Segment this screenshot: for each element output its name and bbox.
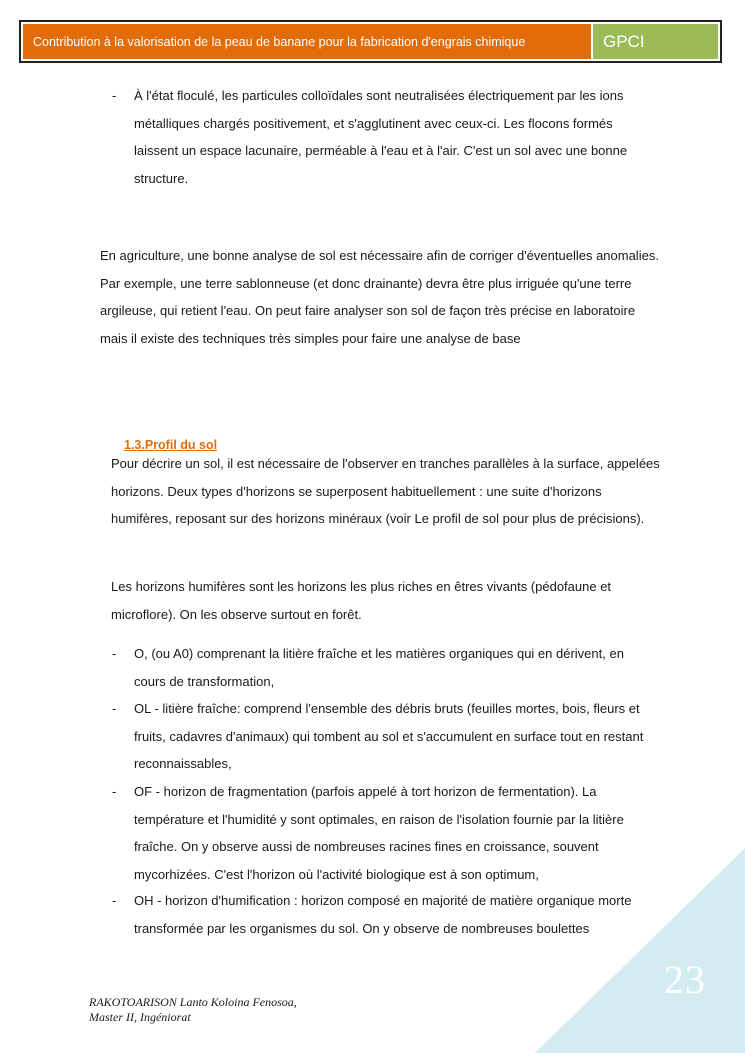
list-item-text: OF - horizon de fragmentation (parfois appelé à tort horizon de fermentation). La température et l'humidité y sont optimales, en raison de l'isolation fournie par la litière fraîche. On y observe aussi de nombreuses racines fines en croissance, souvent mycorhizées. C'est l'horizon où l'activité biologique est à son optimum, (134, 784, 624, 882)
list-bullet: - (112, 893, 117, 908)
list-item (112, 778, 659, 888)
paragraph-agriculture: En agriculture, une bonne analyse de sol est nécessaire afin de corriger d'éventuelles anomalies. Par exemple, une terre sablonneuse (et donc drainante) devra être plus irriguée qu'une terre argileuse, qui retient l'eau. On peut faire analyser son sol de façon très précise en laboratoire mais il existe des techniques très simples pour faire une analyse de base (100, 248, 659, 346)
list-item (112, 887, 659, 942)
list-bullet: - (112, 646, 117, 661)
list-item-text: À l'état floculé, les particules colloïdales sont neutralisées électriquement par les ions métalliques chargés positivement, et s'agglutinent avec ceux-ci. Les flocons formés laissent un espace lacunaire, perméable à l'eau et à l'air. C'est un sol avec une bonne structure. (134, 88, 628, 186)
list-item-text: O, (ou A0) comprenant la litière fraîche et les matières organiques qui en dérivent, en cours de transformation, (134, 646, 624, 689)
author-name: RAKOTOARISON Lanto Koloina Fenosoa, (89, 995, 297, 1009)
list-item-text: OH - horizon d'humification : horizon composé en majorité de matière organique morte transformée par les organismes du sol. On y observe de nombreuses boulettes (134, 893, 632, 936)
paragraph-humiferes: Les horizons humifères sont les horizons les plus riches en êtres vivants (pédofaune et microflore). On les observe surtout en forêt. (111, 579, 612, 622)
list-item-text: OL - litière fraîche: comprend l'ensemble des débris bruts (feuilles mortes, bois, fleurs et fruits, cadavres d'animaux) qui tombent au sol et s'accumulent en surface tout en restant reconnaissables, (134, 701, 644, 771)
list-bullet: - (112, 88, 117, 103)
page-header (19, 20, 722, 63)
list-bullet: - (112, 701, 117, 716)
document-title: Contribution à la valorisation de la peau de banane pour la fabrication d'engrais chimique (23, 24, 591, 59)
author-footer (89, 995, 297, 1025)
list-item (112, 82, 659, 192)
page-number: 23 (664, 957, 706, 1002)
list-item (112, 695, 659, 778)
department-code: GPCI (593, 24, 718, 59)
paragraph-horizons: Pour décrire un sol, il est nécessaire de l'observer en tranches parallèles à la surface, appelées horizons. Deux types d'horizons se superposent habituellement : une suite d'horizons humifères, reposant sur des horizons minéraux (voir Le profil de sol pour plus de précisions). (111, 456, 660, 526)
author-degree: Master II, Ingéniorat (89, 1010, 191, 1024)
list-bullet: - (112, 784, 117, 799)
list-item (112, 640, 659, 695)
section-heading: 1.3.Profil du sol (124, 438, 218, 452)
